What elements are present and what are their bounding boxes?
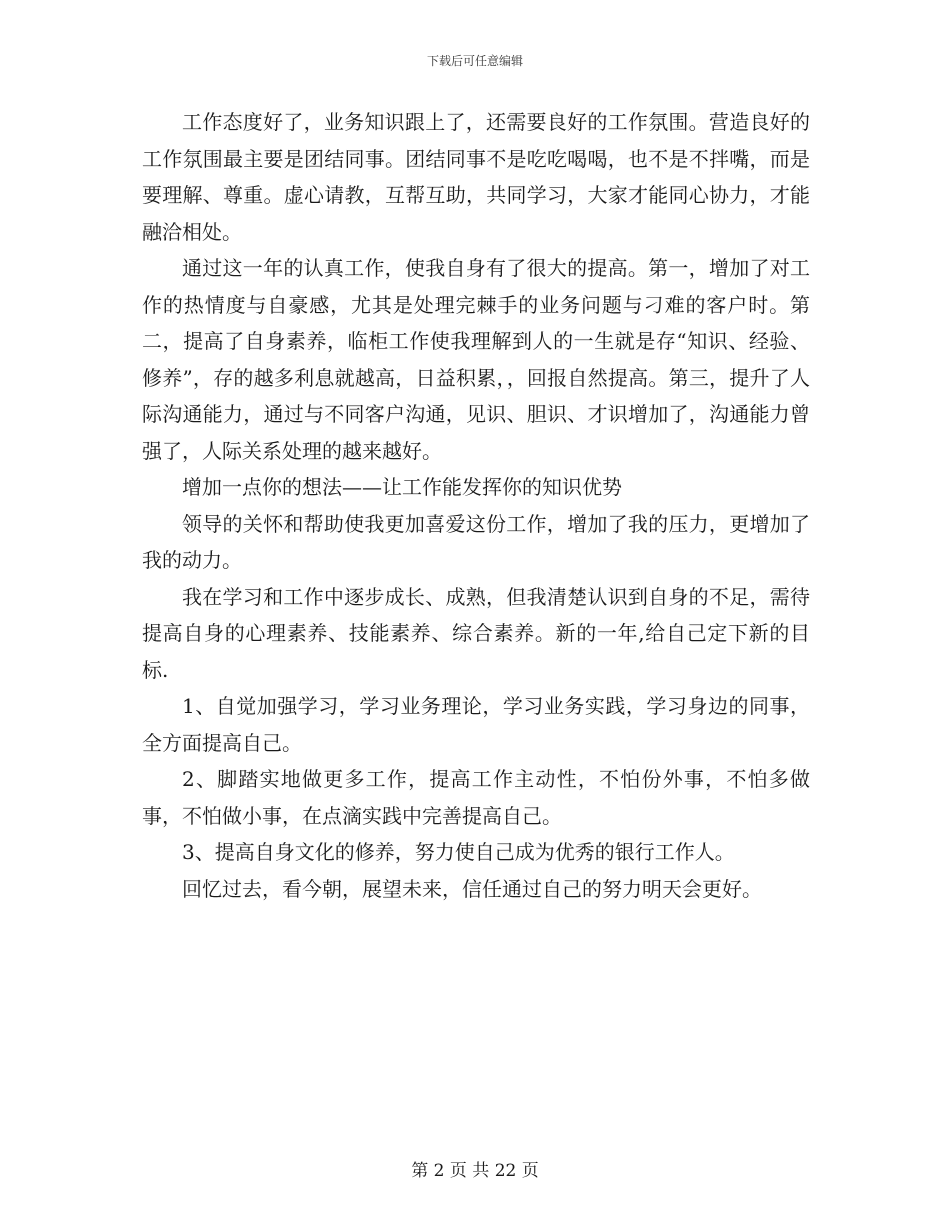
paragraph-goal-2: 2、脚踏实地做更多工作，提高工作主动性，不怕份外事，不怕多做事，不怕做小事，在点滴实践中完善提高自己。 xyxy=(142,767,810,828)
paragraph-work-atmosphere: 工作态度好了，业务知识跟上了，还需要良好的工作氛围。营造良好的工作氛围最主要是团结同事。团结同事不是吃吃喝喝，也不是不拌嘴，而是要理解、尊重。虚心请教，互帮互助，共同学习，大家才能同心协力，才能融洽相处。 xyxy=(142,110,810,244)
document-body xyxy=(142,104,810,907)
paragraph-improvements: 通过这一年的认真工作，使我自身有了很大的提高。第一，增加了对工作的热情度与自豪感，尤其是处理完棘手的业务问题与刁难的客户时。第二，提高了自身素养，临柜工作使我理解到人的一生就是存“知识、经验、修养”，存的越多利息就越高，日益积累，，回报自然提高。第三，提升了人际沟通能力，通过与不同客户沟通，见识、胆识、才识增加了，沟通能力曾强了，人际关系处理的越来越好。 xyxy=(142,256,810,463)
paragraph-shortcomings: 我在学习和工作中逐步成长、成熟，但我清楚认识到自身的不足，需待提高自身的心理素养、技能素养、综合素养。新的一年,给自己定下新的目标. xyxy=(142,584,810,682)
paragraph-goal-3: 3、提高自身文化的修养，努力使自己成为优秀的银行工作人。 xyxy=(182,840,735,864)
paragraph-goal-1: 1、自觉加强学习，学习业务理论，学习业务实践，学习身边的同事，全方面提高自己。 xyxy=(142,694,810,755)
paragraph-conclusion: 回忆过去，看今朝，展望未来，信任通过自己的努力明天会更好。 xyxy=(182,876,762,901)
paragraph-leadership: 领导的关怀和帮助使我更加喜爱这份工作，增加了我的压力，更增加了我的动力。 xyxy=(142,511,810,572)
page-header: 下载后可任意编辑 xyxy=(426,54,523,68)
paragraph-idea-heading: 增加一点你的想法——让工作能发挥你的知识优势 xyxy=(182,475,622,499)
page-number: 第 2 页 共 22 页 xyxy=(411,1161,539,1181)
